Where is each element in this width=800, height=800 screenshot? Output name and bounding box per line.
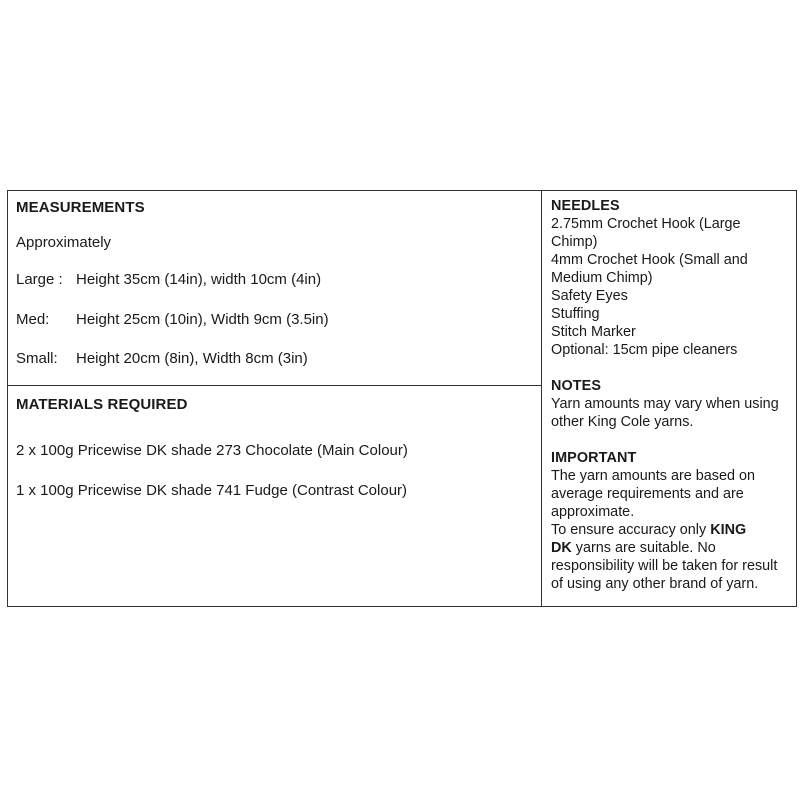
materials-section <box>8 386 541 608</box>
accuracy-line <box>551 521 792 539</box>
needles-section <box>551 197 792 359</box>
needles-line: Stuffing <box>551 306 600 322</box>
size-med-label: Med: <box>16 311 50 328</box>
important-line: The yarn amounts are based on <box>551 468 755 484</box>
needles-heading: NEEDLES <box>551 198 620 214</box>
important-line: responsibility will be taken for result <box>551 558 778 574</box>
accuracy-line-2 <box>551 539 792 557</box>
notes-section <box>551 377 792 431</box>
important-section <box>551 449 792 593</box>
accuracy-brand: KING <box>710 522 747 538</box>
size-large-label: Large : <box>16 271 63 288</box>
pattern-info-table <box>7 190 797 607</box>
measurements-section <box>8 191 541 386</box>
measurements-approx: Approximately <box>16 234 112 251</box>
accuracy-suffix: yarns are suitable. No <box>571 540 716 556</box>
accuracy-prefix: To ensure accuracy only <box>551 522 711 538</box>
needles-line: Safety Eyes <box>551 288 628 304</box>
needles-line: Optional: 15cm pipe cleaners <box>551 342 738 358</box>
needles-line: Medium Chimp) <box>551 270 653 286</box>
notes-line: Yarn amounts may vary when using <box>551 396 779 412</box>
needles-line: Stitch Marker <box>551 324 636 340</box>
material-item: 1 x 100g Pricewise DK shade 741 Fudge (Contrast Colour) <box>16 482 408 499</box>
needles-line: Chimp) <box>551 234 598 250</box>
important-heading: IMPORTANT <box>551 450 637 466</box>
needles-line: 4mm Crochet Hook (Small and <box>551 252 748 268</box>
notes-line: other King Cole yarns. <box>551 414 694 430</box>
important-line: of using any other brand of yarn. <box>551 576 759 592</box>
size-med-value: Height 25cm (10in), Width 9cm (3.5in) <box>76 311 329 328</box>
right-column <box>542 191 798 606</box>
notes-heading: NOTES <box>551 378 602 394</box>
materials-heading: MATERIALS REQUIRED <box>16 396 188 413</box>
size-small-value: Height 20cm (8in), Width 8cm (3in) <box>76 350 308 367</box>
needles-line: 2.75mm Crochet Hook (Large <box>551 216 741 232</box>
important-line: average requirements and are <box>551 486 744 502</box>
accuracy-weight: DK <box>551 540 572 556</box>
material-item: 2 x 100g Pricewise DK shade 273 Chocolate (Main Colour) <box>16 442 408 459</box>
size-large-value: Height 35cm (14in), width 10cm (4in) <box>76 271 322 288</box>
important-line: approximate. <box>551 504 635 520</box>
left-column <box>8 191 542 606</box>
size-small-label: Small: <box>16 350 58 367</box>
measurements-heading: MEASUREMENTS <box>16 199 145 216</box>
